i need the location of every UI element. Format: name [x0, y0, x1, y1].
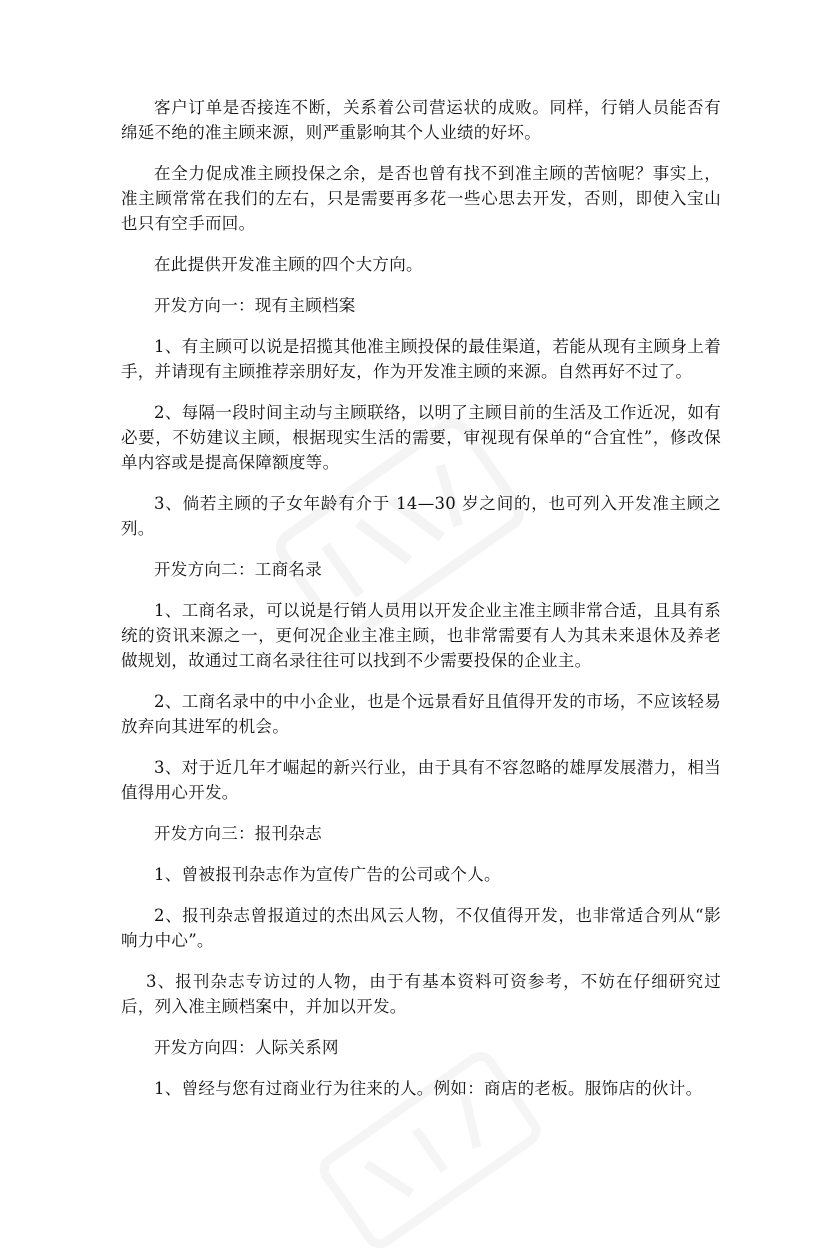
- list-item: 2、报刊杂志曾报道过的杰出风云人物，不仅值得开发，也非常适合列从“影响力中心”。: [121, 906, 721, 950]
- section-heading-2: 开发方向二：工商名录: [154, 560, 322, 579]
- list-item: 1、曾经与您有过商业行为往来的人。例如：商店的老板。服饰店的伙计。: [154, 1079, 703, 1098]
- list-item: 1、曾被报刊杂志作为宣传广告的公司或个人。: [154, 865, 501, 884]
- paragraph-overview: 在此提供开发准主顾的四个大方向。: [154, 255, 423, 274]
- list-item: 3、报刊杂志专访过的人物，由于有基本资料可资参考，不妨在仔细研究过后，列入准主顾档案中，并加以开发。: [121, 972, 721, 1016]
- list-item: 3、对于近几年才崛起的新兴行业，由于具有不容忽略的雄厚发展潜力，相当值得用心开发。: [121, 758, 721, 802]
- section-heading-3: 开发方向三：报刊杂志: [154, 824, 322, 843]
- list-item: 1、有主顾可以说是招揽其他准主顾投保的最佳渠道，若能从现有主顾身上着手，并请现有主顾推荐亲朋好友，作为开发准主顾的来源。自然再好不过了。: [121, 337, 721, 381]
- list-item: 1、工商名录，可以说是行销人员用以开发企业主准主顾非常合适，且具有系统的资讯来源之一，更何况企业主准主顾，也非常需要有人为其未来退休及养老做规划，故通过工商名录往往可以找到不少需要投保的企业主。: [121, 601, 721, 670]
- paragraph-question: 在全力促成准主顾投保之余，是否也曾有找不到准主顾的苦恼呢？事实上，准主顾常常在我们的左右，只是需要再多花一些心思去开发，否则，即使入宝山也只有空手而回。: [121, 164, 721, 233]
- document-body: [121, 95, 721, 1101]
- list-item: 2、每隔一段时间主动与主顾联络，以明了主顾目前的生活及工作近况，如有必要，不妨建议主顾，根据现实生活的需要，审视现有保单的“合宜性”，修改保单内容或是提高保障额度等。: [121, 403, 721, 472]
- paragraph-intro: 客户订单是否接连不断，关系着公司营运状的成败。同样，行销人员能否有绵延不绝的准主顾来源，则严重影响其个人业绩的好坏。: [121, 98, 721, 142]
- section-heading-4: 开发方向四：人际关系网: [154, 1038, 339, 1057]
- section-heading-1: 开发方向一：现有主顾档案: [154, 296, 356, 315]
- list-item: 2、工商名录中的中小企业，也是个远景看好且值得开发的市场，不应该轻易放弃向其进军的机会。: [121, 692, 721, 736]
- list-item: 3、倘若主顾的子女年龄有介于 14—30 岁之间的，也可列入开发准主顾之列。: [121, 494, 721, 538]
